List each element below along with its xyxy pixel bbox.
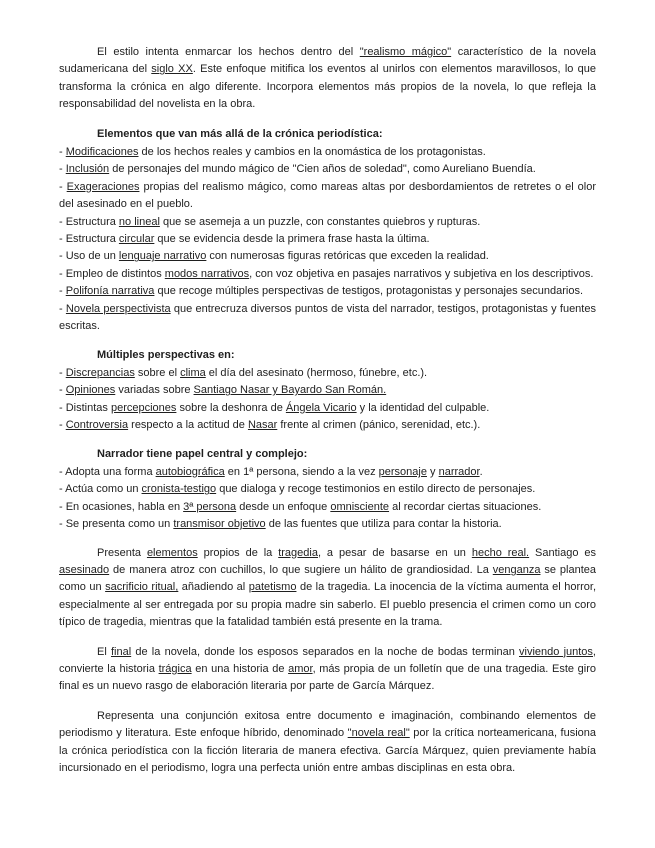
text-run: - xyxy=(59,302,66,315)
underlined-term: siglo XX xyxy=(151,63,193,76)
underlined-term: sacrificio ritual, xyxy=(105,581,179,594)
list-item xyxy=(59,214,596,231)
list-item xyxy=(59,179,596,214)
text-run: de las fuentes que utiliza para contar la historia. xyxy=(265,518,502,531)
list-item xyxy=(59,283,596,300)
text-run: sobre el xyxy=(134,366,181,379)
text-run: . Este enfoque mitifica los eventos al unirlos con elementos maravillosos, lo que transforma la crónica en algo diferente. Incorpora elementos más propios de la novela, lo que refleja la responsabilidad del novelista en la obra. xyxy=(59,63,596,111)
underlined-term: lenguaje narrativo xyxy=(118,250,207,263)
list-elementos xyxy=(59,144,596,335)
underlined-term: tragedia xyxy=(278,546,318,559)
underlined-term: trágica xyxy=(158,663,192,675)
underlined-term: Opiniones xyxy=(65,384,116,397)
underlined-term: autobiográfica xyxy=(155,465,225,478)
underlined-term: no lineal xyxy=(118,215,160,228)
text-run: respecto a la actitud de xyxy=(128,419,248,432)
text-run: se plantea como un xyxy=(59,563,596,594)
text-run: - xyxy=(59,146,66,159)
underlined-term: omnisciente xyxy=(330,500,390,513)
underlined-term: Polifonía narrativa xyxy=(65,285,155,298)
text-run: que se asemeja a un puzzle, con constantes quiebros y rupturas. xyxy=(159,215,481,228)
text-run: convierte la historia xyxy=(59,663,159,675)
tragedy-paragraph xyxy=(59,545,596,632)
underlined-term: Ángela Vicario xyxy=(285,401,357,414)
underlined-term: circular xyxy=(118,233,155,246)
text-run: añadiendo al xyxy=(178,581,249,594)
text-run: , con voz objetiva en pasajes narrativos y subjetiva en los descriptivos. xyxy=(249,267,594,280)
text-run: que se evidencia desde la primera frase hasta la última. xyxy=(154,233,430,246)
list-item xyxy=(59,481,596,498)
text-run: característico de la novela sudamericana del xyxy=(59,46,596,76)
underlined-term: final xyxy=(110,645,132,658)
text-run: que entrecruza diversos puntos de vista del narrador, testigos, protagonistas y fuentes escritas. xyxy=(59,302,596,333)
underlined-term: narrador xyxy=(438,465,480,478)
underlined-term: Controversia xyxy=(65,419,129,432)
list-item xyxy=(59,248,596,265)
text-run: . xyxy=(479,465,483,478)
text-run: - xyxy=(59,163,66,176)
underlined-term: modos narrativos xyxy=(164,267,250,280)
text-run: - Empleo de distintos xyxy=(59,267,165,280)
text-run: , a pesar de basarse en un xyxy=(317,546,472,559)
text-run: Representa una conjunción exitosa entre documento e imaginación, combinando elementos de periodismo y literatura. Este enfoque híbrido, denominado xyxy=(59,709,596,740)
underlined-term: clima xyxy=(180,366,206,379)
text-run: - Adopta una forma xyxy=(59,465,156,478)
underlined-term: personaje xyxy=(378,465,427,478)
text-run: que recoge múltiples perspectivas de testigos, protagonistas y personajes secundarios. xyxy=(154,285,584,298)
list-item xyxy=(59,231,596,248)
text-run: por la crítica norteamericana, fusiona la crónica periodística con la ficción literaria de manera efectiva. García Márquez, quien previamente había incursionado en el periodismo, logra una perfecta unión entre ambas disciplinas en esta obra. xyxy=(59,727,597,775)
underlined-term: percepciones xyxy=(110,401,177,414)
ending-paragraph xyxy=(59,644,596,696)
text-run: frente al crimen (pánico, serenidad, etc.). xyxy=(277,419,481,432)
text-run: propias del realismo mágico, como mareas altas por desbordamientos de retretes o el olor del asesinado en el pueblo. xyxy=(59,180,596,211)
list-item xyxy=(59,144,596,161)
underlined-term: Discrepancias xyxy=(65,366,135,379)
list-item xyxy=(59,400,596,417)
text-run: propios de la xyxy=(197,546,279,559)
list-perspectivas xyxy=(59,365,596,435)
underlined-term: patetismo xyxy=(248,581,297,594)
underlined-term: cronista-testigo xyxy=(141,483,217,496)
text-run: El xyxy=(97,645,111,658)
text-run: al recordar ciertas situaciones. xyxy=(389,500,542,513)
underlined-term: hecho real. xyxy=(471,546,530,559)
intro-paragraph xyxy=(59,44,596,114)
underlined-term: Exageraciones xyxy=(66,180,140,193)
underlined-term: Inclusión xyxy=(65,163,110,176)
text-run: y la identidad del culpable. xyxy=(356,401,490,414)
list-item xyxy=(59,417,596,434)
underlined-term: elementos xyxy=(146,546,198,559)
text-run: - xyxy=(59,419,66,432)
heading-narrador: Narrador tiene papel central y complejo: xyxy=(97,447,308,460)
underlined-term: amor xyxy=(288,663,313,675)
underlined-term: Novela perspectivista xyxy=(65,302,171,315)
text-run: con numerosas figuras retóricas que exceden la realidad. xyxy=(206,250,489,263)
text-run: y xyxy=(426,465,439,478)
text-run: sobre la deshonra de xyxy=(176,401,286,414)
list-item xyxy=(59,266,596,283)
text-run: - xyxy=(59,180,67,193)
text-run: - Distintas xyxy=(59,401,111,414)
text-run: , más propia de un folletín que de una tragedia. Este giro final es un nuevo rasgo de elaboración literaria por parte de García Márquez. xyxy=(59,663,596,693)
text-run: - xyxy=(59,285,66,298)
text-run: Santiago es xyxy=(529,546,596,559)
list-item xyxy=(59,382,596,399)
underlined-term: Modificaciones xyxy=(65,146,139,159)
text-run: - xyxy=(59,366,66,379)
text-run: de los hechos reales y cambios en la onomástica de los protagonistas. xyxy=(138,146,486,159)
text-run: variadas sobre xyxy=(115,384,194,397)
list-item xyxy=(59,365,596,382)
text-run: - Uso de un xyxy=(59,250,119,263)
underlined-term: "novela real" xyxy=(347,727,410,740)
underlined-term: transmisor objetivo xyxy=(173,518,266,531)
text-run: - Actúa como un xyxy=(59,483,142,496)
text-run: de manera atroz con cuchillos, lo que sugiere un hálito de grandiosidad. La xyxy=(109,563,493,576)
text-run: - Se presenta como un xyxy=(59,518,174,531)
text-run: Presenta xyxy=(97,546,147,559)
underlined-term: Santiago Nasar y Bayardo San Román. xyxy=(193,384,387,397)
underlined-term: asesinado xyxy=(59,563,110,576)
list-item xyxy=(59,161,596,178)
list-item xyxy=(59,499,596,516)
underlined-term: viviendo juntos, xyxy=(519,645,596,658)
text-run: El estilo intenta enmarcar los hechos dentro del xyxy=(97,46,360,58)
text-run: - En ocasiones, habla en xyxy=(59,500,184,513)
heading-perspectivas: Múltiples perspectivas en: xyxy=(97,348,235,361)
text-run: de personajes del mundo mágico de "Cien años de soledad", como Aureliano Buendía. xyxy=(109,163,536,176)
underlined-term: Nasar xyxy=(247,419,278,432)
text-run: en 1ª persona, siendo a la vez xyxy=(224,465,379,478)
text-run: - Estructura xyxy=(59,215,119,228)
list-item xyxy=(59,516,596,533)
text-run: de la novela, donde los esposos separados en la noche de bodas terminan xyxy=(131,645,520,658)
list-item xyxy=(59,464,596,481)
list-narrador xyxy=(59,464,596,534)
text-run: en una historia de xyxy=(191,663,289,675)
underlined-term: "realismo mágico" xyxy=(359,46,452,58)
text-run: que dialoga y recoge testimonios en estilo directo de personajes. xyxy=(216,483,536,496)
text-run: el día del asesinato (hermoso, fúnebre, etc.). xyxy=(205,366,428,379)
heading-elementos: Elementos que van más allá de la crónica periodística: xyxy=(97,127,383,140)
underlined-term: 3ª persona xyxy=(183,500,237,513)
text-run: - Estructura xyxy=(59,233,119,246)
text-run: desde un enfoque xyxy=(236,500,331,513)
conclusion-paragraph xyxy=(59,708,596,778)
text-run: de la tragedia. La inocencia de la víctima aumenta el horror, especialmente al ser entregada por su propia madre sin saberlo. El pueblo presencia el crimen como un coro típico de tragedia, mientras que la fatalidad también está presente en la trama. xyxy=(59,581,596,629)
underlined-term: venganza xyxy=(492,563,541,576)
text-run: - xyxy=(59,384,66,397)
list-item xyxy=(59,301,596,336)
